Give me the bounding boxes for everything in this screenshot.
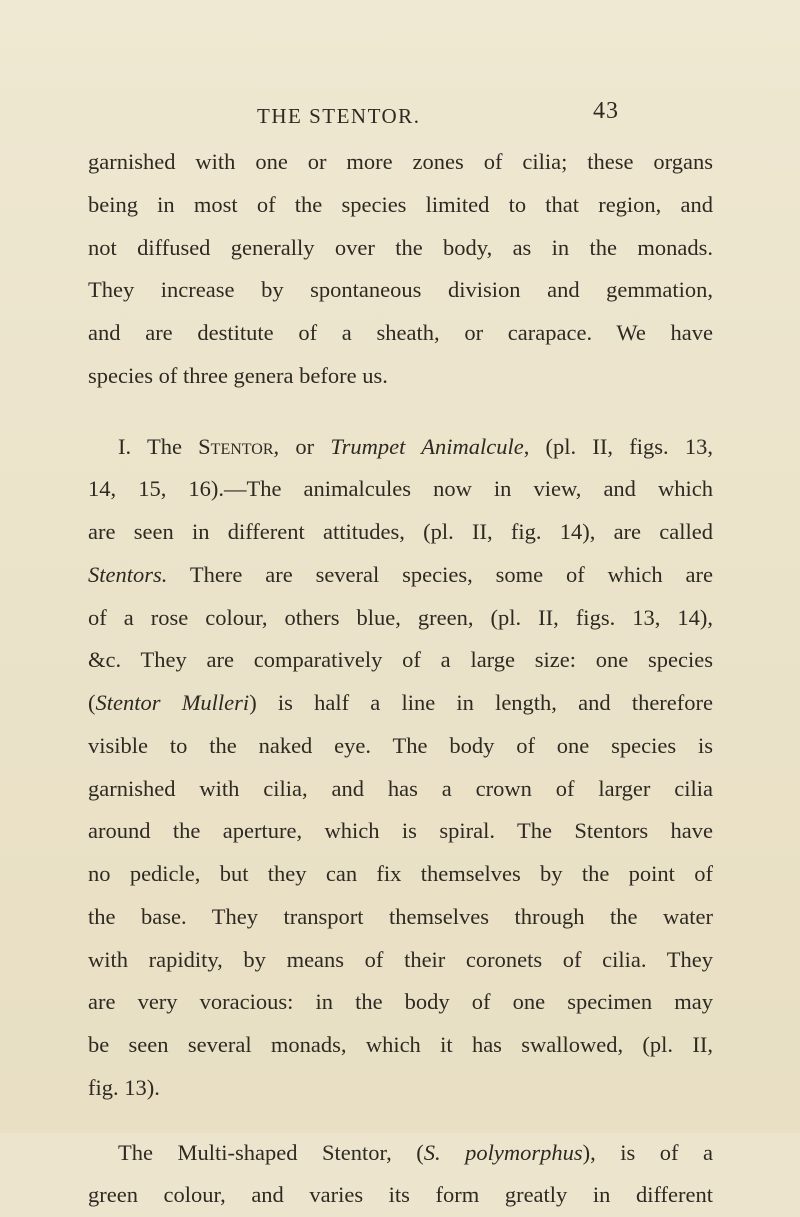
line-prefix: The Multi-shaped Stentor, (	[118, 1140, 424, 1165]
text-line: 14, 15, 16).—The animalcules now in view, and which	[88, 468, 713, 511]
text-line: around the aperture, which is spiral. The Stentors have	[88, 810, 713, 853]
paragraph-gap	[88, 1110, 713, 1132]
line-suffix: ), is of a	[583, 1140, 713, 1165]
small-caps-term: Stentor	[198, 434, 273, 459]
line-suffix: There are several species, some of which are	[167, 562, 713, 587]
text-line: be seen several monads, which it has swallowed, (pl. II,	[88, 1024, 713, 1067]
text-line	[88, 1132, 713, 1175]
text-line: species of three genera before us.	[88, 355, 713, 398]
text-line: are seen in different attitudes, (pl. II, fig. 14), are called	[88, 511, 713, 554]
text-line: &c. They are comparatively of a large size: one species	[88, 639, 713, 682]
italic-term: Stentors.	[88, 562, 167, 587]
text-line: with rapidity, by means of their coronets of cilia. They	[88, 939, 713, 982]
italic-term: Stentor Mulleri	[96, 690, 250, 715]
body-text	[88, 141, 713, 1217]
text-line: no pedicle, but they can fix themselves by the point of	[88, 853, 713, 896]
text-line	[88, 682, 713, 725]
text-line: They increase by spontaneous division and gemmation,	[88, 269, 713, 312]
text-line: the base. They transport themselves through the water	[88, 896, 713, 939]
page-number: 43	[593, 98, 619, 125]
running-title: THE STENTOR.	[257, 104, 420, 129]
text-line	[88, 426, 713, 469]
paragraph-gap	[88, 398, 713, 426]
text-line: not diffused generally over the body, as in the monads.	[88, 227, 713, 270]
text-line: garnished with one or more zones of cilia; these organs	[88, 141, 713, 184]
text-line: being in most of the species limited to that region, and	[88, 184, 713, 227]
line-mid: , or	[274, 434, 331, 459]
text-line: of a rose colour, others blue, green, (pl. II, figs. 13, 14),	[88, 597, 713, 640]
line-prefix: I. The	[118, 434, 198, 459]
text-line: and are destitute of a sheath, or carapace. We have	[88, 312, 713, 355]
paragraph-3	[88, 1132, 713, 1217]
paragraph-1	[88, 141, 713, 398]
paragraph-2	[88, 426, 713, 1110]
text-line: are very voracious: in the body of one specimen may	[88, 981, 713, 1024]
text-line: green colour, and varies its form greatly in different	[88, 1174, 713, 1217]
text-line: visible to the naked eye. The body of one species is	[88, 725, 713, 768]
italic-term: S. polymorphus	[424, 1140, 583, 1165]
line-suffix: , (pl. II, figs. 13,	[524, 434, 713, 459]
text-line	[88, 554, 713, 597]
line-prefix: (	[88, 690, 96, 715]
italic-term: Trumpet Animalcule	[330, 434, 523, 459]
line-suffix: ) is half a line in length, and therefore	[249, 690, 713, 715]
text-line: garnished with cilia, and has a crown of larger cilia	[88, 768, 713, 811]
text-line: fig. 13).	[88, 1067, 713, 1110]
running-head	[257, 94, 717, 134]
